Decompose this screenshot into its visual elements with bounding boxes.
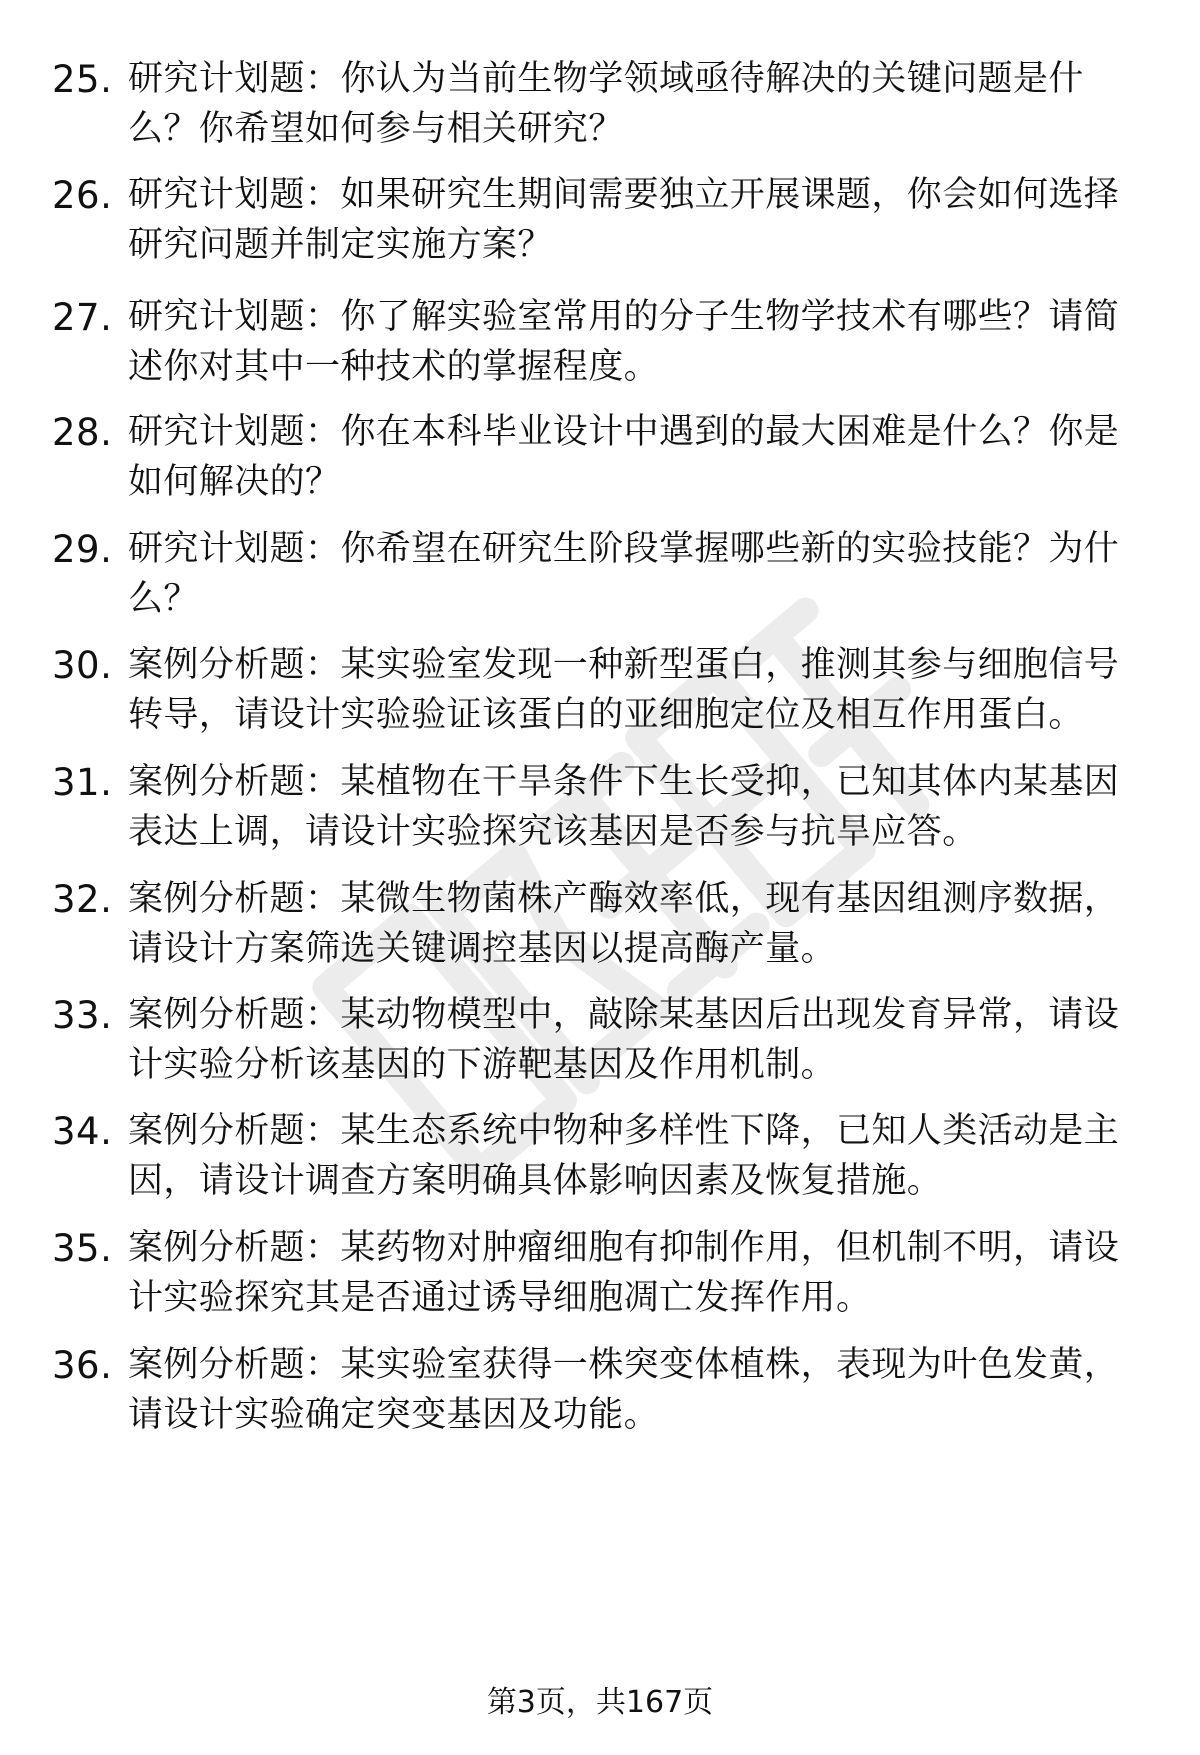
question-text-line: 研究问题并制定实施方案？ bbox=[128, 225, 553, 265]
question-text-line: 计实验分析该基因的下游靶基因及作用机制。 bbox=[128, 1045, 837, 1085]
question-number: 27. bbox=[52, 296, 113, 339]
question-text-line: 案例分析题：某生态系统中物种多样性下降，已知人类活动是主 bbox=[128, 1111, 1120, 1151]
list-item bbox=[0, 52, 1200, 162]
list-item bbox=[0, 522, 1200, 632]
question-number: 30. bbox=[52, 644, 113, 687]
question-number: 36. bbox=[52, 1344, 113, 1387]
question-text-line: 研究计划题：你在本科毕业设计中遇到的最大困难是什么？你是 bbox=[128, 412, 1120, 452]
list-item bbox=[0, 1104, 1200, 1214]
list-item bbox=[0, 168, 1200, 278]
list-item bbox=[0, 638, 1200, 748]
question-number: 33. bbox=[52, 994, 113, 1037]
question-text-line: 案例分析题：某动物模型中，敲除某基因后出现发育异常，请设 bbox=[128, 995, 1120, 1035]
question-text-line: 案例分析题：某实验室获得一株突变体植株，表现为叶色发黄， bbox=[128, 1345, 1120, 1385]
question-text-line: 请设计方案筛选关键调控基因以提高酶产量。 bbox=[128, 929, 837, 969]
question-number: 29. bbox=[52, 528, 113, 571]
list-item bbox=[0, 755, 1200, 865]
question-text-line: 案例分析题：某药物对肿瘤细胞有抑制作用，但机制不明，请设 bbox=[128, 1228, 1120, 1268]
question-number: 25. bbox=[52, 58, 113, 101]
list-item bbox=[0, 988, 1200, 1098]
list-item bbox=[0, 1338, 1200, 1448]
question-text-line: 么？ bbox=[128, 579, 199, 619]
question-text-line: 案例分析题：某实验室发现一种新型蛋白，推测其参与细胞信号 bbox=[128, 645, 1120, 685]
page-number: 第3页，共167页 bbox=[486, 1685, 714, 1720]
list-item bbox=[0, 872, 1200, 982]
list-item bbox=[0, 290, 1200, 400]
question-number: 32. bbox=[52, 878, 113, 921]
question-number: 34. bbox=[52, 1110, 113, 1153]
question-text-line: 研究计划题：你了解实验室常用的分子生物学技术有哪些？请简 bbox=[128, 297, 1120, 337]
question-number: 26. bbox=[52, 174, 113, 217]
question-text-line: 转导，请设计实验验证该蛋白的亚细胞定位及相互作用蛋白。 bbox=[128, 695, 1084, 735]
question-text-line: 么？你希望如何参与相关研究？ bbox=[128, 109, 624, 149]
question-text-line: 因，请设计调查方案明确具体影响因素及恢复措施。 bbox=[128, 1161, 943, 1201]
question-text-line: 计实验探究其是否通过诱导细胞凋亡发挥作用。 bbox=[128, 1278, 872, 1318]
question-text-line: 研究计划题：你认为当前生物学领域亟待解决的关键问题是什 bbox=[128, 59, 1084, 99]
question-text-line: 如何解决的？ bbox=[128, 462, 341, 502]
question-text-line: 案例分析题：某微生物菌株产酶效率低，现有基因组测序数据， bbox=[128, 879, 1120, 919]
question-text-line: 述你对其中一种技术的掌握程度。 bbox=[128, 347, 660, 387]
question-number: 28. bbox=[52, 411, 113, 454]
list-item bbox=[0, 1221, 1200, 1331]
question-number: 31. bbox=[52, 761, 113, 804]
list-item bbox=[0, 405, 1200, 515]
question-text-line: 请设计实验确定突变基因及功能。 bbox=[128, 1395, 660, 1435]
question-number: 35. bbox=[52, 1227, 113, 1270]
question-text-line: 研究计划题：如果研究生期间需要独立开展课题，你会如何选择 bbox=[128, 175, 1120, 215]
question-text-line: 研究计划题：你希望在研究生阶段掌握哪些新的实验技能？为什 bbox=[128, 529, 1120, 569]
question-text-line: 表达上调，请设计实验探究该基因是否参与抗旱应答。 bbox=[128, 812, 978, 852]
question-text-line: 案例分析题：某植物在干旱条件下生长受抑，已知其体内某基因 bbox=[128, 762, 1120, 802]
